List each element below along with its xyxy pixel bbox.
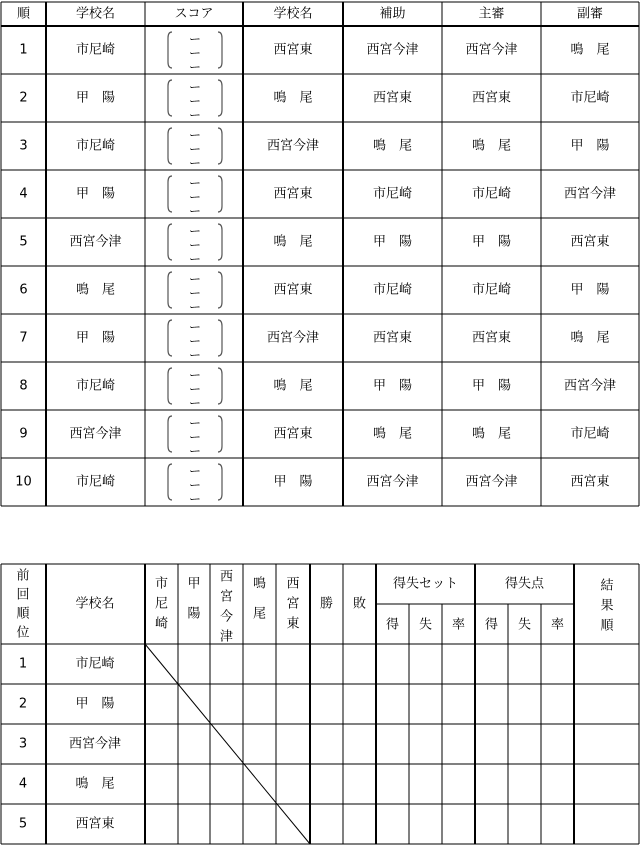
schedule-cell-sub_referee: 鳴 尾 <box>570 330 610 346</box>
schedule-cell-no: 1 <box>19 42 28 58</box>
score-dash: ー <box>188 444 202 458</box>
score-dash: ー <box>188 252 202 266</box>
schedule-cell-no: 8 <box>19 378 28 394</box>
result-header-char: 結 <box>600 578 614 594</box>
opponent-header-char: 尾 <box>252 606 267 622</box>
score-dash: ー <box>188 128 202 142</box>
score-dash: ー <box>188 46 202 60</box>
score-dash: ー <box>188 176 202 190</box>
schedule-cell-referee: 鳴 尾 <box>471 138 512 154</box>
score-bracket <box>168 272 172 308</box>
schedule-cell-no: 3 <box>19 138 28 154</box>
schedule-cell-sub_referee: 市尼崎 <box>570 426 610 442</box>
standings-school: 甲 陽 <box>75 696 115 712</box>
standings-rank: 2 <box>18 696 28 712</box>
opponent-header-char: 陽 <box>187 606 201 622</box>
score-bracket <box>218 368 222 404</box>
score-bracket <box>218 176 222 212</box>
set-header: 得失セット <box>392 576 459 592</box>
score-dash: ー <box>188 492 202 506</box>
score-dash: ー <box>188 334 202 348</box>
schedule-cell-no: 5 <box>19 234 28 250</box>
schedule-cell-sub_referee: 西宮今津 <box>563 378 617 394</box>
schedule-cell-sub_referee: 西宮東 <box>570 474 610 490</box>
score-dash: ー <box>188 396 202 410</box>
sub-header-sub_rate: 率 <box>550 617 565 633</box>
score-dash: ー <box>188 478 202 492</box>
standings-rank: 3 <box>18 736 28 752</box>
schedule-header-5: 主審 <box>478 6 505 22</box>
schedule-cell-no: 4 <box>19 186 28 202</box>
sub-header-sub_gain: 得 <box>484 617 499 633</box>
standings-school-header: 学校名 <box>75 596 115 612</box>
score-bracket <box>218 80 222 116</box>
schedule-cell-school_a: 市尼崎 <box>75 474 116 490</box>
score-bracket <box>168 464 172 500</box>
result-header-char: 果 <box>600 598 614 614</box>
schedule-cell-assist: 西宮今津 <box>366 474 419 490</box>
schedule-cell-school_b: 鳴 尾 <box>273 378 313 394</box>
score-dash: ー <box>188 190 202 204</box>
opponent-header-char: 尼 <box>154 596 169 612</box>
schedule-cell-assist: 西宮東 <box>372 330 413 346</box>
score-dash: ー <box>188 142 202 156</box>
score-bracket <box>218 464 222 500</box>
score-dash: ー <box>188 32 202 46</box>
standings-school: 市尼崎 <box>75 656 115 672</box>
score-dash: ー <box>188 286 202 300</box>
schedule-cell-referee: 甲 陽 <box>471 378 512 394</box>
schedule-cell-referee: 市尼崎 <box>471 282 512 298</box>
score-dash: ー <box>188 430 202 444</box>
schedule-cell-school_b: 鳴 尾 <box>273 234 313 250</box>
score-bracket <box>218 128 222 164</box>
score-bracket <box>168 416 172 452</box>
schedule-cell-no: 10 <box>15 474 32 490</box>
opponent-header-char: 西 <box>286 576 300 592</box>
schedule-cell-referee: 西宮東 <box>471 330 512 346</box>
score-bracket <box>168 80 172 116</box>
schedule-cell-school_a: 甲 陽 <box>75 186 116 202</box>
score-dash: ー <box>188 238 202 252</box>
score-bracket <box>218 320 222 356</box>
schedule-cell-school_a: 市尼崎 <box>75 138 116 154</box>
schedule-cell-no: 9 <box>19 426 28 442</box>
standings-rank: 4 <box>18 776 28 792</box>
schedule-cell-school_b: 甲 陽 <box>273 474 313 490</box>
schedule-cell-school_b: 鳴 尾 <box>273 90 313 106</box>
schedule-cell-no: 2 <box>19 90 28 106</box>
schedule-cell-school_b: 西宮東 <box>273 426 313 442</box>
schedule-cell-school_b: 西宮今津 <box>266 138 320 154</box>
schedule-cell-sub_referee: 西宮東 <box>570 234 610 250</box>
opponent-header-char: 東 <box>286 616 300 632</box>
opponent-header-char: 崎 <box>154 616 169 632</box>
score-dash: ー <box>188 156 202 170</box>
opponent-header-char: 宮 <box>286 596 300 612</box>
score-dash: ー <box>188 300 202 314</box>
standings-school: 鳴 尾 <box>75 776 115 792</box>
opponent-header-char: 今 <box>219 609 234 625</box>
schedule-cell-school_a: 市尼崎 <box>75 42 116 58</box>
schedule-header-3: 学校名 <box>273 6 313 22</box>
schedule-cell-school_a: 市尼崎 <box>75 378 116 394</box>
schedule-cell-school_b: 西宮東 <box>273 42 313 58</box>
schedule-cell-school_a: 鳴 尾 <box>75 282 116 298</box>
standings-table <box>1 564 639 844</box>
score-dash: ー <box>188 108 202 122</box>
rank-header-char: 順 <box>16 606 30 622</box>
schedule-header-2: スコア <box>174 6 214 22</box>
score-dash: ー <box>188 80 202 94</box>
schedule-cell-sub_referee: 西宮今津 <box>563 186 617 202</box>
result-header-char: 順 <box>600 618 614 634</box>
schedule-header-1: 学校名 <box>75 6 116 22</box>
score-bracket <box>218 224 222 260</box>
schedule-cell-referee: 鳴 尾 <box>471 426 512 442</box>
schedule-cell-assist: 市尼崎 <box>372 186 413 202</box>
score-bracket <box>168 368 172 404</box>
score-dash: ー <box>188 348 202 362</box>
schedule-cell-no: 6 <box>19 282 28 298</box>
schedule-cell-sub_referee: 甲 陽 <box>570 138 610 154</box>
schedule-cell-referee: 甲 陽 <box>471 234 512 250</box>
score-dash: ー <box>188 60 202 74</box>
schedule-cell-assist: 西宮今津 <box>366 42 419 58</box>
standings-school: 西宮東 <box>75 816 115 832</box>
schedule-cell-assist: 甲 陽 <box>372 378 413 394</box>
score-bracket <box>168 320 172 356</box>
schedule-cell-school_a: 西宮今津 <box>69 426 122 442</box>
score-bracket <box>168 176 172 212</box>
schedule-cell-referee: 市尼崎 <box>471 186 512 202</box>
standings-school: 西宮今津 <box>68 736 122 752</box>
schedule-header-4: 補助 <box>379 6 406 22</box>
sub-header-sub_lose: 失 <box>418 617 433 633</box>
score-dash: ー <box>188 204 202 218</box>
score-dash: ー <box>188 464 202 478</box>
score-dash: ー <box>188 382 202 396</box>
rank-header-char: 位 <box>16 625 30 641</box>
standings-rank: 5 <box>18 816 28 832</box>
schedule-cell-assist: 鳴 尾 <box>372 426 413 442</box>
opponent-header-char: 宮 <box>219 589 234 605</box>
score-bracket <box>218 416 222 452</box>
opponent-header-char: 津 <box>219 629 234 645</box>
score-bracket <box>168 128 172 164</box>
loss-header: 敗 <box>352 596 367 612</box>
schedule-cell-referee: 西宮今津 <box>465 42 518 58</box>
sub-header-sub_rate: 率 <box>451 617 466 633</box>
schedule-cell-assist: 市尼崎 <box>372 282 413 298</box>
score-dash: ー <box>188 320 202 334</box>
sub-header-sub_gain: 得 <box>385 617 400 633</box>
schedule-table <box>1 2 639 506</box>
schedule-cell-sub_referee: 市尼崎 <box>570 90 610 106</box>
opponent-header-char: 甲 <box>187 576 201 592</box>
schedule-cell-school_b: 西宮東 <box>273 282 313 298</box>
schedule-cell-school_b: 西宮東 <box>273 186 313 202</box>
standings-rank: 1 <box>18 656 28 672</box>
opponent-header-char: 市 <box>154 576 169 592</box>
win-header: 勝 <box>319 596 334 612</box>
schedule-cell-school_a: 甲 陽 <box>75 330 116 346</box>
schedule-header-6: 副審 <box>576 6 604 22</box>
score-dash: ー <box>188 94 202 108</box>
schedule-cell-sub_referee: 甲 陽 <box>570 282 610 298</box>
score-bracket <box>168 224 172 260</box>
schedule-cell-sub_referee: 鳴 尾 <box>570 42 610 58</box>
score-dash: ー <box>188 272 202 286</box>
schedule-header-0: 順 <box>16 6 31 22</box>
opponent-header-char: 西 <box>219 569 234 585</box>
sub-header-sub_lose: 失 <box>517 617 532 633</box>
schedule-cell-referee: 西宮東 <box>471 90 512 106</box>
score-bracket <box>218 272 222 308</box>
point-header: 得失点 <box>504 576 545 592</box>
rank-header-char: 回 <box>16 587 30 603</box>
diagonal-line <box>145 644 310 844</box>
schedule-cell-assist: 甲 陽 <box>372 234 413 250</box>
score-dash: ー <box>188 224 202 238</box>
score-dash: ー <box>188 368 202 382</box>
opponent-header-char: 鳴 <box>252 576 267 592</box>
schedule-cell-assist: 鳴 尾 <box>372 138 413 154</box>
rank-header-char: 前 <box>16 568 30 584</box>
schedule-cell-school_a: 西宮今津 <box>69 234 122 250</box>
score-bracket <box>218 32 222 68</box>
score-dash: ー <box>188 416 202 430</box>
schedule-cell-school_b: 西宮今津 <box>266 330 320 346</box>
score-bracket <box>168 32 172 68</box>
schedule-cell-school_a: 甲 陽 <box>75 90 116 106</box>
schedule-cell-no: 7 <box>19 330 28 346</box>
schedule-cell-referee: 西宮今津 <box>465 474 518 490</box>
schedule-cell-assist: 西宮東 <box>372 90 413 106</box>
